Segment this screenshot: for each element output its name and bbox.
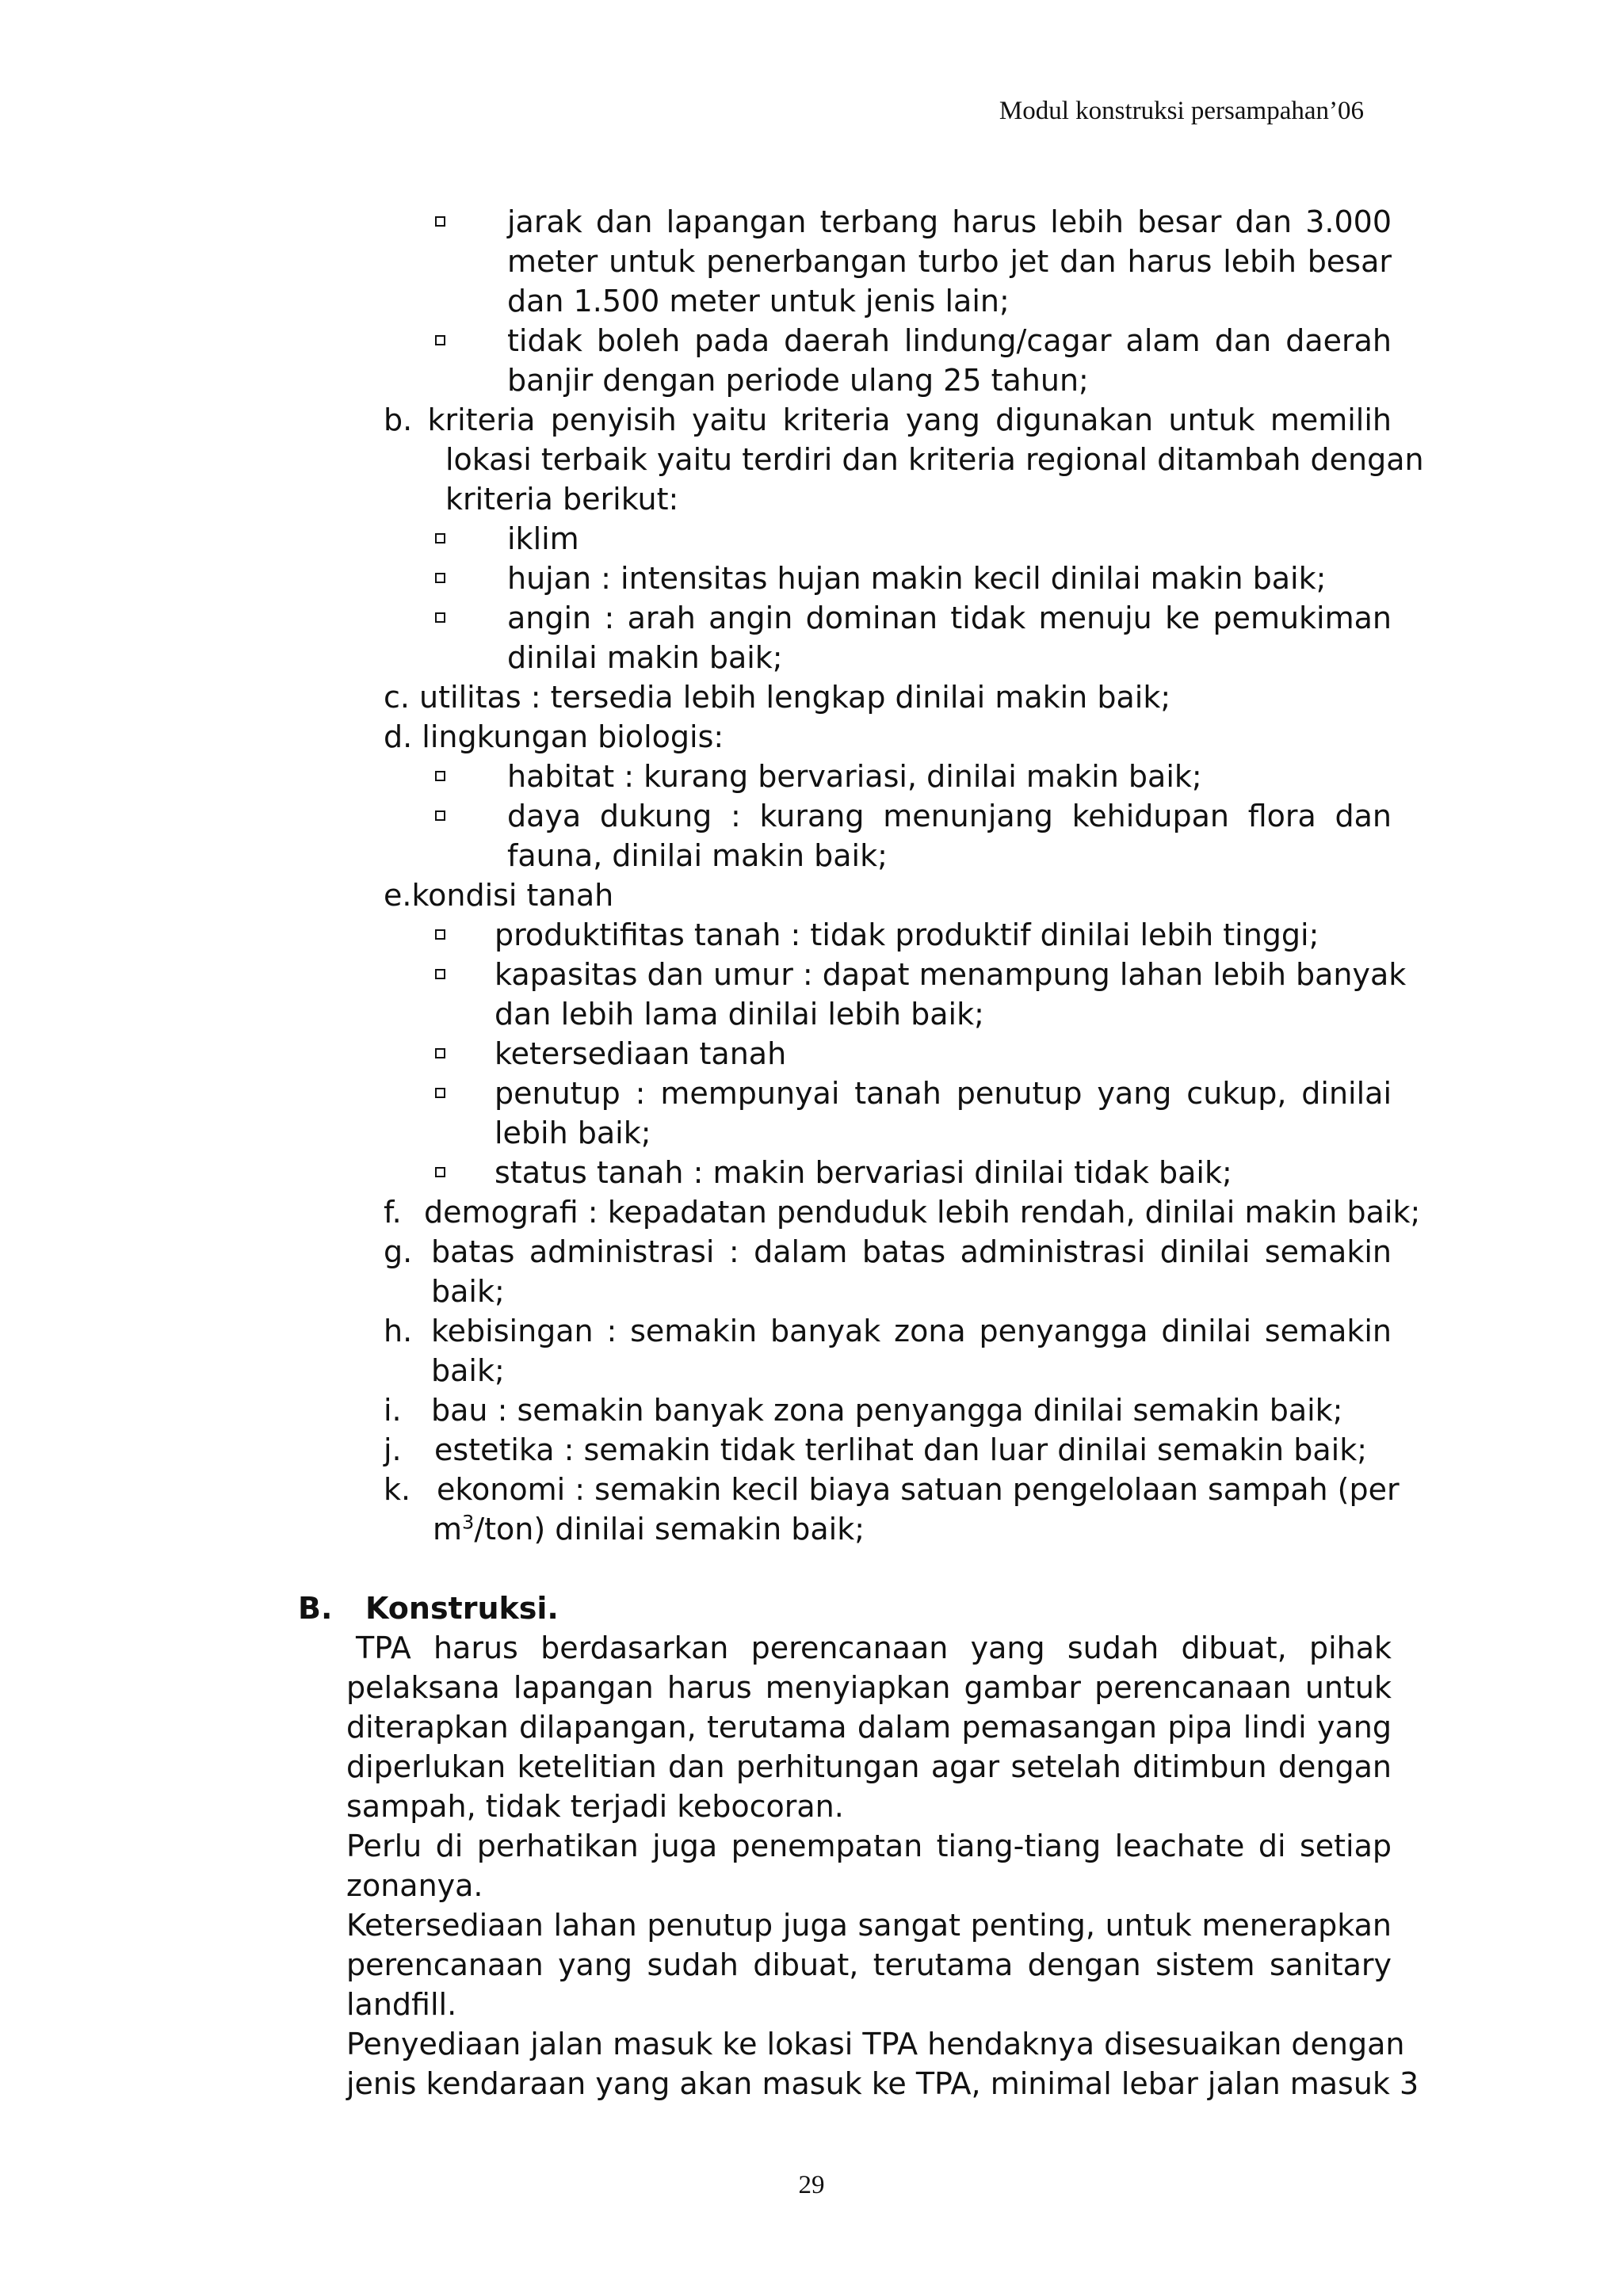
text-line: meter untuk penerbangan turbo jet dan harus lebih besar xyxy=(507,244,1392,279)
bullet-checkbox-icon xyxy=(435,533,445,543)
paragraph-line: jenis kendaraan yang akan masuk ke TPA, minimal lebar jalan masuk 3 xyxy=(346,2066,1419,2101)
running-header: Modul konstruksi persampahan’06 xyxy=(999,97,1364,125)
text-line: batas administrasi : dalam batas administrasi dinilai semakin xyxy=(431,1234,1392,1269)
list-label: k. xyxy=(384,1472,411,1507)
text-line: kriteria berikut: xyxy=(445,482,679,517)
list-label: f. xyxy=(384,1195,402,1230)
text-run: m xyxy=(433,1512,463,1547)
text-line: d. lingkungan biologis: xyxy=(384,719,724,754)
text-line: tidak boleh pada daerah lindung/cagar alam dan daerah xyxy=(507,323,1392,358)
paragraph-line: diterapkan dilapangan, terutama dalam pemasangan pipa lindi yang xyxy=(346,1710,1392,1745)
text-line: kebisingan : semakin banyak zona penyangga dinilai semakin xyxy=(431,1314,1392,1348)
bullet-checkbox-icon xyxy=(435,1048,445,1058)
bullet-checkbox-icon xyxy=(435,573,445,583)
text-line: dan 1.500 meter untuk jenis lain; xyxy=(507,284,1010,318)
paragraph-line: perencanaan yang sudah dibuat, terutama dengan sistem sanitary xyxy=(346,1947,1392,1982)
paragraph-line: zonanya. xyxy=(346,1868,483,1903)
text-line: bau : semakin banyak zona penyangga dinilai semakin baik; xyxy=(431,1393,1343,1428)
text-line: dinilai makin baik; xyxy=(507,640,783,675)
paragraph-line: sampah, tidak terjadi kebocoran. xyxy=(346,1789,844,1824)
bullet-checkbox-icon xyxy=(435,771,445,781)
text-line: kapasitas dan umur : dapat menampung lahan lebih banyak xyxy=(495,957,1407,992)
paragraph-line: TPA harus berdasarkan perencanaan yang sudah dibuat, pihak xyxy=(356,1630,1392,1665)
text-line: baik; xyxy=(431,1274,505,1309)
bullet-checkbox-icon xyxy=(435,810,445,821)
section-letter: B. xyxy=(298,1591,333,1626)
text-line: e.kondisi tanah xyxy=(384,878,614,913)
superscript: 3 xyxy=(462,1511,475,1534)
text-line: banjir dengan periode ulang 25 tahun; xyxy=(507,363,1089,398)
text-line: lebih baik; xyxy=(495,1116,651,1150)
text-line: daya dukung : kurang menunjang kehidupan flora dan xyxy=(507,799,1392,833)
list-label: h. xyxy=(384,1314,413,1348)
text-line: lokasi terbaik yaitu terdiri dan kriteria regional ditambah dengan xyxy=(445,442,1424,477)
list-label: g. xyxy=(384,1234,413,1269)
paragraph-line: Ketersediaan lahan penutup juga sangat penting, untuk menerapkan xyxy=(346,1908,1392,1943)
paragraph-line: Perlu di perhatikan juga penempatan tiang-tiang leachate di setiap xyxy=(346,1829,1392,1863)
bullet-checkbox-icon xyxy=(435,1088,445,1098)
paragraph-line: Penyediaan jalan masuk ke lokasi TPA hendaknya disesuaikan dengan xyxy=(346,2027,1405,2061)
text-line: b. kriteria penyisih yaitu kriteria yang digunakan untuk memilih xyxy=(384,402,1392,437)
bullet-checkbox-icon xyxy=(435,929,445,940)
text-line: fauna, dinilai makin baik; xyxy=(507,838,888,873)
text-line: habitat : kurang bervariasi, dinilai makin baik; xyxy=(507,759,1202,794)
text-line: baik; xyxy=(431,1353,505,1388)
paragraph-line: landfill. xyxy=(346,1987,457,2022)
text-line: ekonomi : semakin kecil biaya satuan pengelolaan sampah (per xyxy=(437,1472,1400,1507)
page-number: 29 xyxy=(798,2171,825,2199)
text-line: estetika : semakin tidak terlihat dan luar dinilai semakin baik; xyxy=(434,1432,1367,1467)
text-line: status tanah : makin bervariasi dinilai tidak baik; xyxy=(495,1155,1232,1190)
bullet-checkbox-icon xyxy=(435,612,445,623)
text-line: dan lebih lama dinilai lebih baik; xyxy=(495,997,984,1032)
text-line: penutup : mempunyai tanah penutup yang cukup, dinilai xyxy=(495,1076,1392,1111)
list-label: j. xyxy=(384,1432,402,1467)
text-line: c. utilitas : tersedia lebih lengkap dinilai makin baik; xyxy=(384,680,1171,715)
text-line: produktifitas tanah : tidak produktif dinilai lebih tinggi; xyxy=(495,917,1319,952)
text-line: angin : arah angin dominan tidak menuju ke pemukiman xyxy=(507,601,1392,635)
bullet-checkbox-icon xyxy=(435,335,445,345)
text-line: demografi : kepadatan penduduk lebih rendah, dinilai makin baik; xyxy=(424,1195,1421,1230)
paragraph-line: pelaksana lapangan harus menyiapkan gambar perencanaan untuk xyxy=(346,1670,1392,1705)
bullet-checkbox-icon xyxy=(435,216,445,227)
text-line-with-superscript xyxy=(433,1509,865,1549)
text-line: hujan : intensitas hujan makin kecil dinilai makin baik; xyxy=(507,561,1327,596)
text-line: jarak dan lapangan terbang harus lebih besar dan 3.000 xyxy=(507,204,1392,239)
text-line: iklim xyxy=(507,521,579,556)
text-line: ketersediaan tanah xyxy=(495,1036,787,1071)
section-title: Konstruksi. xyxy=(365,1591,559,1626)
list-label: i. xyxy=(384,1393,402,1428)
text-run: /ton) dinilai semakin baik; xyxy=(474,1512,865,1547)
bullet-checkbox-icon xyxy=(435,969,445,979)
bullet-checkbox-icon xyxy=(435,1167,445,1177)
paragraph-line: diperlukan ketelitian dan perhitungan agar setelah ditimbun dengan xyxy=(346,1749,1392,1784)
